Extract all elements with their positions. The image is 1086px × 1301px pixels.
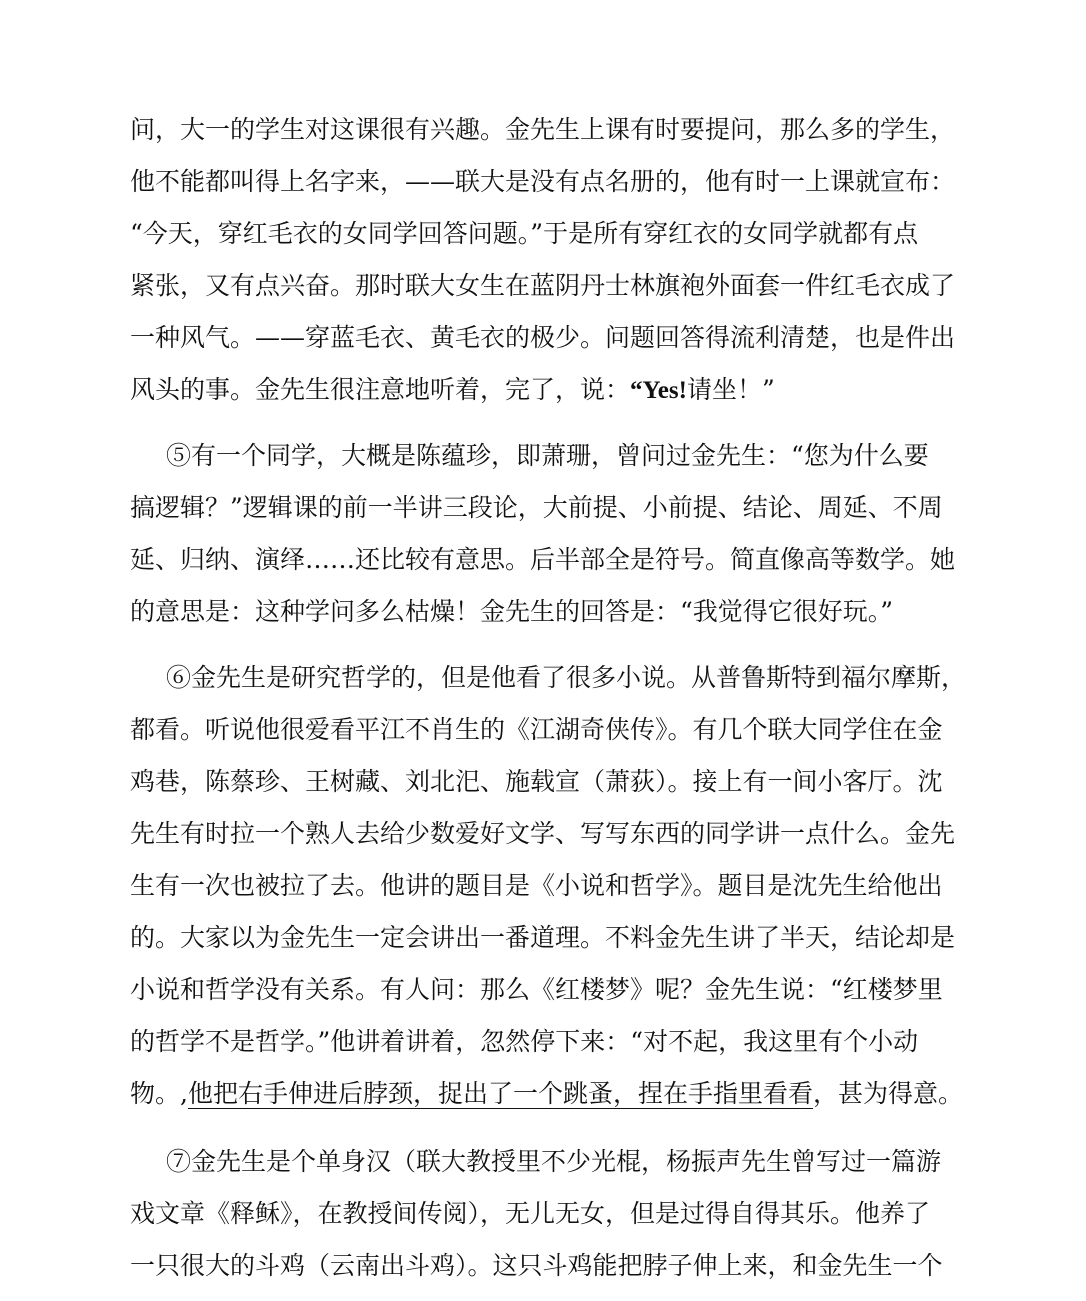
underlined-sentence: 他把右手伸进后脖颈，捉出了一个跳蚤，捏在手指里看看: [187, 1079, 813, 1108]
paragraph-3-line-9-suffix: ，甚为得意。: [812, 1079, 963, 1108]
yes-quote: “Yes!: [630, 377, 687, 404]
paragraph-3-line-9: [130, 1074, 1050, 1114]
paragraph-1-line-5: 一种风气。——穿蓝毛衣、黄毛衣的极少。问题回答得流利清楚，也是件出: [130, 323, 956, 352]
paragraph-4-line-3: 一只很大的斗鸡（云南出斗鸡）。这只斗鸡能把脖子伸上来，和金先生一个: [130, 1251, 943, 1280]
paragraph-4-line-1: ⑦金先生是个单身汉（联大教授里不少光棍，杨振声先生曾写过一篇游: [166, 1147, 942, 1176]
paragraph-3-line-9-prefix: 物。,: [130, 1079, 188, 1108]
paragraph-1-line-6-text: 风头的事。金先生很注意地听着，完了，说：: [130, 375, 631, 404]
paragraph-1-line-6: [130, 370, 1050, 410]
paragraph-1-line-4: 紧张，又有点兴奋。那时联大女生在蓝阴丹士林旗袍外面套一件红毛衣成了: [130, 271, 956, 300]
paragraph-1-line-1: 问，大一的学生对这课很有兴趣。金先生上课有时要提问，那么多的学生，: [130, 115, 956, 144]
paragraph-3-line-6: 的。大家以为金先生一定会讲出一番道理。不料金先生讲了半天，结论却是: [130, 923, 956, 952]
paragraph-2-line-3: 延、归纳、演绎……还比较有意思。后半部全是符号。简直像高等数学。她: [130, 545, 956, 574]
paragraph-3-line-3: 鸡巷，陈蔡珍、王树藏、刘北汜、施载宣（萧荻）。接上有一间小客厅。沈: [130, 767, 943, 796]
paragraph-4-line-2: 戏文章《释稣》，在教授间传阅），无儿无女，但是过得自得其乐。他养了: [130, 1199, 931, 1228]
paragraph-3-line-5: 生有一次也被拉了去。他讲的题目是《小说和哲学》。题目是沈先生给他出: [130, 871, 943, 900]
paragraph-3-line-1: ⑥金先生是研究哲学的，但是他看了很多小说。从普鲁斯特到福尔摩斯，: [166, 663, 967, 692]
paragraph-3-line-2: 都看。听说他很爱看平江不肖生的《江湖奇侠传》。有几个联大同学住在金: [130, 715, 943, 744]
paragraph-2-line-2: 搞逻辑？”逻辑课的前一半讲三段论，大前提、小前提、结论、周延、不周: [130, 493, 943, 522]
paragraph-2-line-4: 的意思是：这种学问多么枯燥！金先生的回答是：“我觉得它很好玩。”: [130, 597, 894, 626]
paragraph-1-line-6-suffix: 请坐！”: [686, 375, 775, 404]
paragraph-2-line-1: ⑤有一个同学，大概是陈蕴珍，即萧珊，曾问过金先生：“您为什么要: [166, 441, 929, 470]
paragraph-3-line-7: 小说和哲学没有关系。有人问：那么《红楼梦》呢？金先生说：“红楼梦里: [130, 975, 943, 1004]
paragraph-1-line-3: “今天，穿红毛衣的女同学回答问题。”于是所有穿红衣的女同学就都有点: [130, 219, 919, 248]
paragraph-3-line-8: 的哲学不是哲学。”他讲着讲着，忽然停下来：“对不起，我这里有个小动: [130, 1027, 919, 1056]
paragraph-3-line-4: 先生有时拉一个熟人去给少数爱好文学、写写东西的同学讲一点什么。金先: [130, 819, 956, 848]
paragraph-1-line-2: 他不能都叫得上名字来，——联大是没有点名册的，他有时一上课就宣布：: [130, 167, 956, 196]
